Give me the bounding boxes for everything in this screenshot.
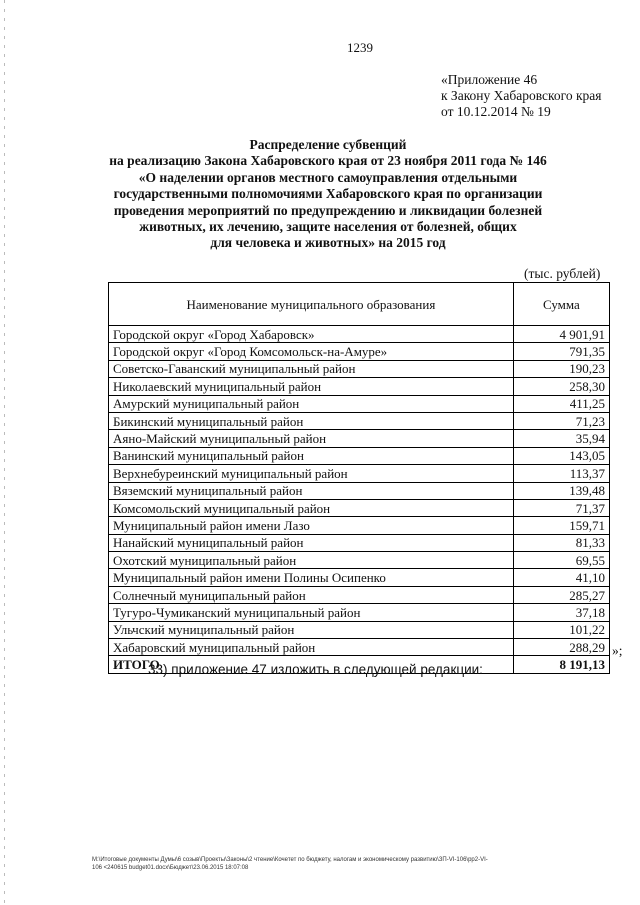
title-line-1: Распределение субвенций: [249, 137, 407, 152]
municipality-name: Вяземский муниципальный район: [109, 482, 514, 499]
municipality-name: Комсомольский муниципальный район: [109, 499, 514, 516]
subvention-sum: 71,23: [513, 412, 609, 429]
subvention-sum: 139,48: [513, 482, 609, 499]
subvention-sum: 101,22: [513, 621, 609, 638]
table-row: [109, 395, 610, 412]
municipality-name: Муниципальный район имени Лазо: [109, 517, 514, 534]
municipality-name: Охотский муниципальный район: [109, 552, 514, 569]
municipality-name: Городской округ «Город Хабаровск»: [109, 326, 514, 343]
municipality-name: Тугуро-Чумиканский муниципальный район: [109, 604, 514, 621]
municipality-name: Бикинский муниципальный район: [109, 412, 514, 429]
municipality-name: Муниципальный район имени Полины Осипенко: [109, 569, 514, 586]
municipality-name: Верхнебуреинский муниципальный район: [109, 465, 514, 482]
table-row: [109, 465, 610, 482]
municipality-name: Нанайский муниципальный район: [109, 534, 514, 551]
subvention-sum: 71,37: [513, 499, 609, 516]
appendix-line-3: от 10.12.2014 № 19: [441, 104, 551, 119]
municipality-name: Николаевский муниципальный район: [109, 378, 514, 395]
table-header-row: [109, 283, 610, 326]
municipality-name: Городской округ «Город Комсомольск-на-Амуре»: [109, 343, 514, 360]
table-row: [109, 639, 610, 656]
subvention-sum: 159,71: [513, 517, 609, 534]
title-line-2: на реализацию Закона Хабаровского края от 23 ноября 2011 года № 146: [109, 153, 547, 169]
units-label: (тыс. рублей): [524, 266, 601, 281]
total-label: ИТОГО: [109, 656, 514, 673]
title-line-3: «О наделении органов местного самоуправления отдельными: [138, 169, 518, 185]
table-row: [109, 360, 610, 377]
municipality-name: Хабаровский муниципальный район: [109, 639, 514, 656]
table-row: [109, 604, 610, 621]
subvention-sum: 113,37: [513, 465, 609, 482]
subvention-sum: 190,23: [513, 360, 609, 377]
subvention-sum: 143,05: [513, 447, 609, 464]
table-row: [109, 552, 610, 569]
appendix-line-1: «Приложение 46: [441, 72, 538, 87]
subvention-sum: 411,25: [513, 395, 609, 412]
table-row: [109, 430, 610, 447]
table-row: [109, 621, 610, 638]
table-row: [109, 412, 610, 429]
table-row: [109, 517, 610, 534]
subvention-sum: 258,30: [513, 378, 609, 395]
municipality-name: Амурский муниципальный район: [109, 395, 514, 412]
title-line-7: для человека и животных» на 2015 год: [210, 235, 446, 251]
municipality-name: Аяно-Майский муниципальный район: [109, 430, 514, 447]
next-item-text: 33) приложение 47 изложить в следующей редакции:: [148, 662, 483, 677]
subvention-sum: 35,94: [513, 430, 609, 447]
footer-line-1: M:\Итоговые документы Думы\6 созыв\Проекты\Законы\2 чтение\Кочетет по бюджету, налогам и экономическому развитию\ЗП-VI-106\pp2-VI-: [92, 857, 488, 863]
municipality-name: Советско-Гаванский муниципальный район: [109, 360, 514, 377]
table-row: [109, 569, 610, 586]
distribution-table: [108, 282, 610, 674]
municipality-name: Ванинский муниципальный район: [109, 447, 514, 464]
title-line-6: животных, их лечению, защите населения от болезней, общих: [139, 219, 517, 235]
subvention-sum: 285,27: [513, 586, 609, 603]
table-row: [109, 326, 610, 343]
header-sum: Сумма: [513, 283, 609, 326]
appendix-line-2: к Закону Хабаровского края: [441, 88, 602, 103]
table-row: [109, 586, 610, 603]
subvention-sum: 288,29: [513, 639, 609, 656]
closing-quote: »;: [612, 643, 623, 658]
title-line-4: государственными полномочиями Хабаровского края по организации: [113, 186, 543, 202]
subvention-sum: 81,33: [513, 534, 609, 551]
table-row: [109, 499, 610, 516]
municipality-name: Ульчский муниципальный район: [109, 621, 514, 638]
total-sum: 8 191,13: [513, 656, 609, 673]
subvention-sum: 791,35: [513, 343, 609, 360]
subvention-sum: 37,18: [513, 604, 609, 621]
subvention-sum: 69,55: [513, 552, 609, 569]
document-title: [100, 137, 556, 252]
table-row: [109, 534, 610, 551]
appendix-reference: [441, 72, 602, 120]
subvention-sum: 41,10: [513, 569, 609, 586]
table-row: [109, 482, 610, 499]
page-number: 1239: [347, 40, 373, 55]
municipality-name: Солнечный муниципальный район: [109, 586, 514, 603]
file-path-footer: [92, 856, 620, 872]
subvention-sum: 4 901,91: [513, 326, 609, 343]
title-line-5: проведения мероприятий по предупреждению и ликвидации болезней: [113, 202, 543, 218]
footer-line-2: 106 <240615 budget01.docx\Бюджет\23.06.2015 18:07:08: [92, 865, 249, 871]
table-row: [109, 447, 610, 464]
header-name: Наименование муниципального образования: [109, 283, 514, 326]
table-row: [109, 343, 610, 360]
table-row: [109, 378, 610, 395]
scan-edge-mark: [4, 0, 5, 905]
